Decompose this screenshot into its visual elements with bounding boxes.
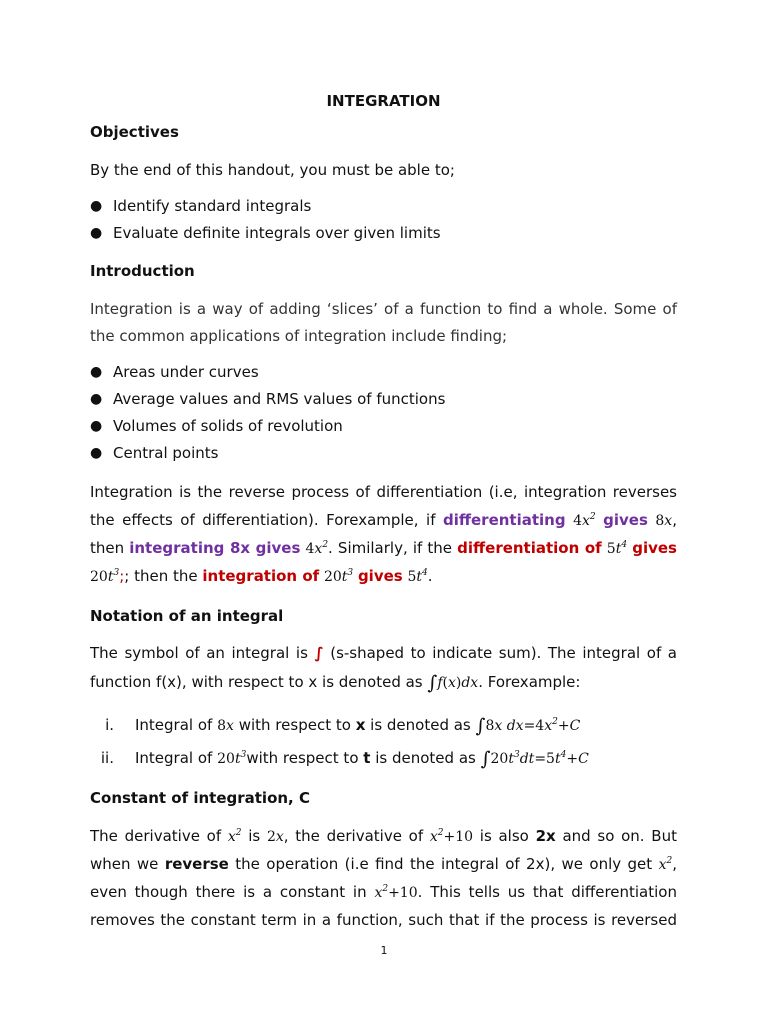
- objectives-heading: Objectives: [90, 123, 179, 141]
- intro-paragraph-line: the common applications of integration include finding;: [90, 327, 508, 345]
- objectives-intro: By the end of this handout, you must be able to;: [90, 161, 455, 179]
- reverse-process-line: Integration is the reverse process of differentiation (i.e, integration reverses: [90, 483, 677, 501]
- reverse-process-line: then integrating 8x gives $4x^2$. Similarly, if the differentiation of $5t^4$ gives: [90, 539, 677, 557]
- constant-line: even though there is a constant in $x^2+10$. This tells us that differentiation: [90, 883, 677, 901]
- notation-line: The symbol of an integral is ∫ (s-shaped to indicate sum). The integral of a: [90, 644, 677, 662]
- page-number: 1: [380, 944, 388, 957]
- reverse-process-line: $20t^3$;; then the integration of $20t^3$ gives $5t^4$.: [90, 567, 433, 585]
- bullet-icon: ●: [90, 418, 103, 434]
- constant-line: removes the constant term in a function, such that if the process is reversed: [90, 911, 677, 929]
- bullet-icon: ●: [90, 445, 103, 461]
- bullet-icon: ●: [90, 364, 103, 380]
- constant-line: when we reverse the operation (i.e find the integral of 2x), we only get $x^2$,: [90, 855, 677, 873]
- reverse-process-line: the effects of differentiation). Forexample, if differentiating $4x^2$ gives 8x,: [90, 511, 677, 529]
- notation-heading: Notation of an integral: [90, 607, 284, 625]
- bullet-icon: ●: [90, 198, 103, 214]
- bullet-icon: ●: [90, 225, 103, 241]
- page-title: INTEGRATION: [326, 92, 441, 110]
- integral-symbol: ∫: [314, 644, 324, 662]
- intro-paragraph-line: Integration is a way of adding ‘slices’ of a function to find a whole. Some of: [90, 300, 677, 318]
- constant-line: The derivative of $x^2$ is 2x, the derivative of $x^2+10$ is also 2x and so on. But: [90, 827, 677, 845]
- constant-heading: Constant of integration, C: [90, 789, 310, 807]
- notation-line: function f(x), with respect to x is denoted as ∫f(x)dx. Forexample:: [90, 672, 581, 694]
- bullet-icon: ●: [90, 391, 103, 407]
- introduction-heading: Introduction: [90, 262, 195, 280]
